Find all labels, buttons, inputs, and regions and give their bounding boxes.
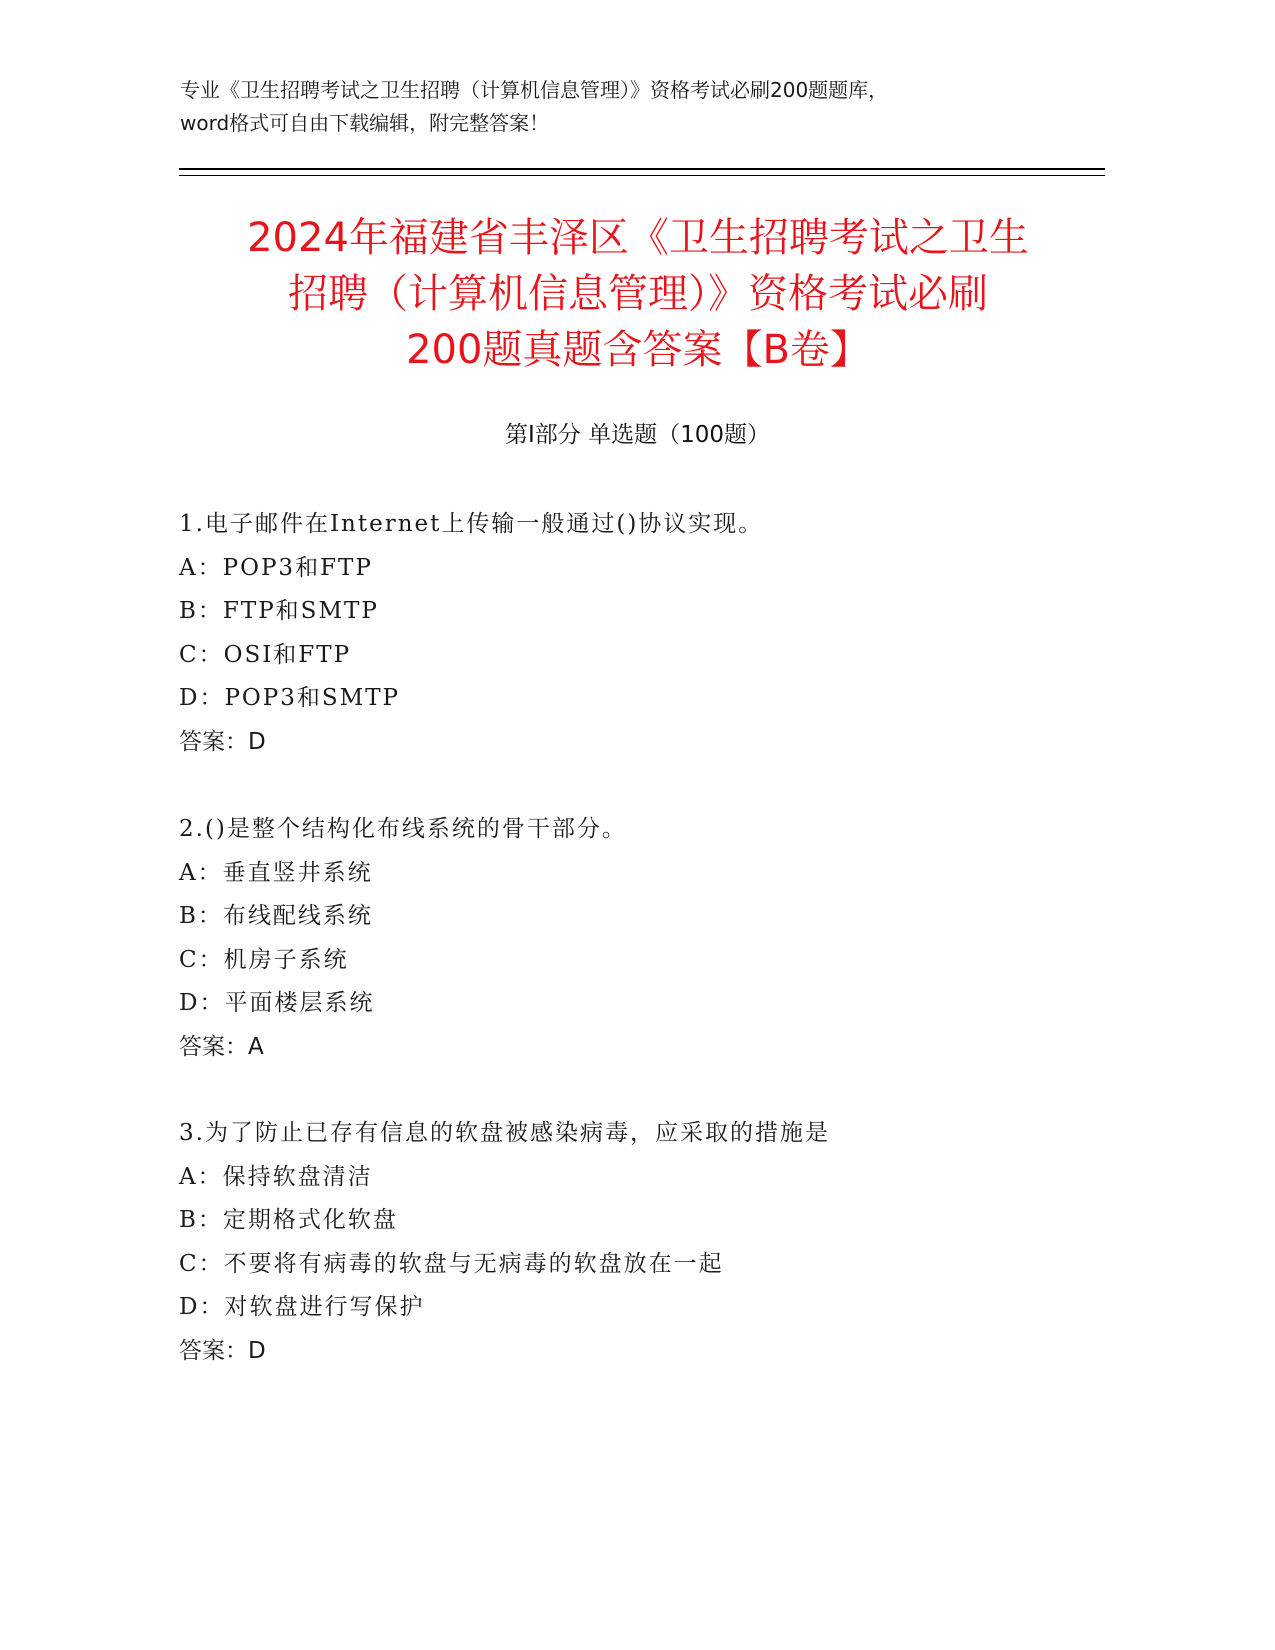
answer: 答案：A	[179, 1033, 264, 1060]
option-label: C：	[179, 1250, 224, 1277]
option-d	[179, 677, 1109, 721]
question-stem: 2.()是整个结构化布线系统的骨干部分。	[179, 816, 627, 842]
option-label: B：	[179, 1207, 223, 1233]
option-label: B：	[179, 598, 223, 624]
option-d	[179, 1286, 1109, 1330]
option-text: 布线配线系统	[222, 903, 373, 929]
header-divider-thick	[179, 168, 1105, 170]
option-a	[179, 852, 1109, 896]
option-text: 垂直竖井系统	[222, 859, 373, 886]
option-b	[179, 895, 1109, 939]
option-label: D：	[179, 1294, 225, 1320]
header-note-line-1: 专业《卫生招聘考试之卫生招聘（计算机信息管理）》资格考试必刷200题题库，	[180, 78, 889, 102]
header-note-line-2: word格式可自由下载编辑，附完整答案！	[180, 111, 550, 135]
option-label: C：	[179, 946, 224, 973]
question-stem: 3.为了防止已存有信息的软盘被感染病毒，应采取的措施是	[179, 1120, 830, 1146]
option-label: A：	[179, 554, 223, 581]
option-a	[179, 1156, 1109, 1200]
option-label: C：	[179, 641, 224, 668]
option-text: POP3和SMTP	[224, 685, 401, 711]
option-text: POP3和FTP	[222, 554, 373, 581]
answer: 答案：D	[179, 1337, 266, 1364]
section-heading: 第I部分 单选题（100题）	[505, 422, 770, 448]
option-text: 不要将有病毒的软盘与无病毒的软盘放在一起	[223, 1250, 724, 1277]
option-c	[179, 1243, 1109, 1287]
option-text: 保持软盘清洁	[222, 1163, 373, 1190]
option-text: OSI和FTP	[223, 641, 352, 668]
option-label: D：	[179, 685, 225, 711]
header-note	[180, 74, 1100, 140]
option-text: 机房子系统	[223, 946, 349, 973]
question-stem: 1.电子邮件在Internet上传输一般通过()协议实现。	[179, 511, 764, 537]
option-text: FTP和SMTP	[222, 598, 379, 624]
option-b	[179, 1199, 1109, 1243]
option-text: 定期格式化软盘	[222, 1207, 398, 1233]
option-label: D：	[179, 990, 225, 1016]
document-title-line-2: 招聘（计算机信息管理）》资格考试必刷	[288, 271, 988, 317]
option-text: 平面楼层系统	[224, 990, 375, 1016]
option-d	[179, 982, 1109, 1026]
question-3	[179, 1112, 1109, 1373]
header-divider-thin	[179, 175, 1105, 176]
option-label: A：	[179, 1163, 223, 1190]
option-label: A：	[179, 859, 223, 886]
answer: 答案：D	[179, 728, 266, 755]
document-title	[150, 210, 1126, 378]
option-label: B：	[179, 903, 223, 929]
question-2	[179, 808, 1109, 1069]
option-a	[179, 547, 1109, 591]
document-title-line-1: 2024年福建省丰泽区《卫生招聘考试之卫生	[247, 215, 1029, 261]
question-1	[179, 503, 1109, 764]
option-b	[179, 590, 1109, 634]
document-title-line-3: 200题真题含答案【B卷】	[406, 327, 870, 373]
option-text: 对软盘进行写保护	[224, 1294, 425, 1320]
option-c	[179, 634, 1109, 678]
option-c	[179, 939, 1109, 983]
